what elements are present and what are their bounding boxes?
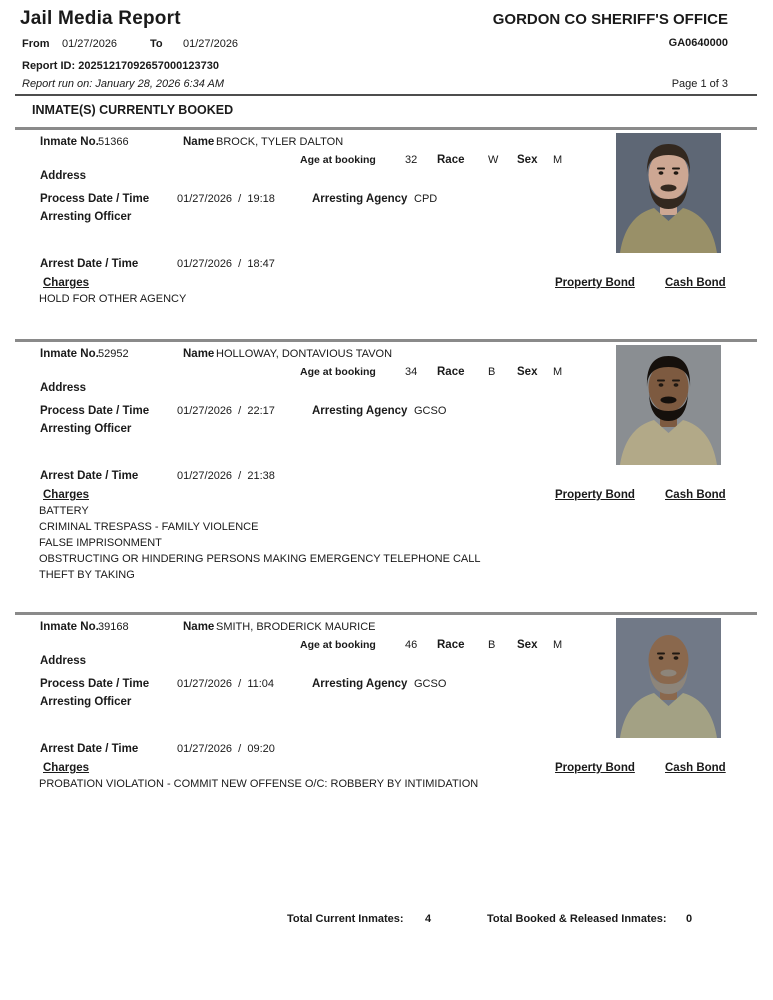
name-value: SMITH, BRODERICK MAURICE: [216, 621, 376, 633]
arresting-agency-value: GCSO: [414, 405, 447, 417]
arrest-date-time-label: Arrest Date / Time: [40, 258, 139, 270]
arresting-agency-value: CPD: [414, 193, 438, 205]
age-value: 34: [405, 366, 418, 378]
property-bond-header: Property Bond: [555, 762, 635, 774]
mugshot-graphic: [616, 345, 721, 465]
charge-item: OBSTRUCTING OR HINDERING PERSONS MAKING EMERGENCY TELEPHONE CALL: [39, 553, 481, 565]
inmate-no-value: 39168: [98, 621, 129, 633]
arrest-date-time-value: 01/27/2026 / 09:20: [177, 743, 275, 755]
process-date-time-value: 01/27/2026 / 22:17: [177, 405, 275, 417]
process-date-time-value: 01/27/2026 / 19:18: [177, 193, 275, 205]
report-id-row: [22, 60, 219, 72]
name-label: Name: [183, 348, 215, 360]
sex-value: M: [553, 366, 563, 378]
charge-item: PROBATION VIOLATION - COMMIT NEW OFFENSE O/C: ROBBERY BY INTIMIDATION: [39, 778, 479, 790]
inmate-no-label: Inmate No.: [40, 621, 99, 633]
arrest-date-time-label: Arrest Date / Time: [40, 743, 139, 755]
race-value: B: [488, 639, 496, 651]
sex-value: M: [553, 154, 563, 166]
name-value: BROCK, TYLER DALTON: [216, 136, 344, 148]
section-heading: INMATE(S) CURRENTLY BOOKED: [32, 103, 234, 117]
cash-bond-header: Cash Bond: [665, 489, 726, 501]
sex-label: Sex: [517, 639, 538, 651]
charges-header: Charges: [43, 762, 90, 774]
race-label: Race: [437, 366, 465, 378]
charges-header: Charges: [43, 489, 90, 501]
mugshot-graphic: [616, 133, 721, 253]
cash-bond-header: Cash Bond: [665, 762, 726, 774]
inmate-no-value: 51366: [98, 136, 129, 148]
report-id-value: 20251217092657000123730: [78, 60, 219, 72]
address-label: Address: [40, 382, 87, 394]
sex-label: Sex: [517, 366, 538, 378]
inmate-record: [0, 339, 773, 612]
section-divider: [15, 612, 757, 615]
name-label: Name: [183, 621, 215, 633]
inmate-record: [0, 612, 773, 852]
mugshot-photo: [616, 133, 721, 253]
office-code: GA0640000: [668, 37, 728, 49]
arrest-date-time-label: Arrest Date / Time: [40, 470, 139, 482]
run-on-label: Report run on:: [22, 78, 93, 90]
process-date-time-value: 01/27/2026 / 11:04: [177, 678, 275, 690]
inmate-no-value: 52952: [98, 348, 129, 360]
run-on-value: January 28, 2026 6:34 AM: [95, 78, 225, 90]
race-value: W: [488, 154, 499, 166]
total-current-value: 4: [425, 913, 432, 925]
page-indicator: Page 1 of 3: [671, 78, 728, 90]
report-run-on-row: [22, 78, 224, 90]
arrest-date-time-value: 01/27/2026 / 18:47: [177, 258, 275, 270]
age-label: Age at booking: [300, 639, 376, 651]
process-date-time-label: Process Date / Time: [40, 405, 150, 417]
arresting-agency-label: Arresting Agency: [312, 678, 408, 690]
mugshot-photo: [616, 618, 721, 738]
arrest-date-time-value: 01/27/2026 / 21:38: [177, 470, 275, 482]
race-label: Race: [437, 154, 465, 166]
to-date: 01/27/2026: [183, 38, 239, 50]
from-date: 01/27/2026: [62, 38, 118, 50]
office-name: GORDON CO SHERIFF'S OFFICE: [492, 11, 728, 28]
race-value: B: [488, 366, 496, 378]
address-label: Address: [40, 655, 87, 667]
header-divider: [15, 94, 757, 96]
charge-item: HOLD FOR OTHER AGENCY: [39, 293, 187, 305]
property-bond-header: Property Bond: [555, 277, 635, 289]
charge-item: THEFT BY TAKING: [39, 569, 135, 581]
sex-value: M: [553, 639, 563, 651]
arresting-officer-label: Arresting Officer: [40, 211, 132, 223]
process-date-time-label: Process Date / Time: [40, 678, 150, 690]
race-label: Race: [437, 639, 465, 651]
charge-item: CRIMINAL TRESPASS - FAMILY VIOLENCE: [39, 521, 259, 533]
age-value: 46: [405, 639, 418, 651]
process-date-time-label: Process Date / Time: [40, 193, 150, 205]
address-label: Address: [40, 170, 87, 182]
name-label: Name: [183, 136, 215, 148]
property-bond-header: Property Bond: [555, 489, 635, 501]
report-title: Jail Media Report: [20, 8, 181, 29]
to-label: To: [150, 38, 163, 50]
cash-bond-header: Cash Bond: [665, 277, 726, 289]
age-label: Age at booking: [300, 154, 376, 166]
report-id-label: Report ID:: [22, 60, 76, 72]
inmate-no-label: Inmate No.: [40, 348, 99, 360]
arresting-agency-label: Arresting Agency: [312, 193, 408, 205]
sex-label: Sex: [517, 154, 538, 166]
name-value: HOLLOWAY, DONTAVIOUS TAVON: [216, 348, 393, 360]
charge-item: BATTERY: [39, 505, 89, 517]
inmate-no-label: Inmate No.: [40, 136, 99, 148]
total-booked-released-label: Total Booked & Released Inmates:: [487, 913, 667, 925]
section-divider: [15, 339, 757, 342]
total-booked-released-value: 0: [686, 913, 693, 925]
inmate-record: [0, 127, 773, 339]
section-divider: [15, 127, 757, 130]
arresting-agency-label: Arresting Agency: [312, 405, 408, 417]
age-value: 32: [405, 154, 418, 166]
arresting-officer-label: Arresting Officer: [40, 696, 132, 708]
total-current-label: Total Current Inmates:: [287, 913, 404, 925]
arresting-officer-label: Arresting Officer: [40, 423, 132, 435]
arresting-agency-value: GCSO: [414, 678, 447, 690]
age-label: Age at booking: [300, 366, 376, 378]
mugshot-graphic: [616, 618, 721, 738]
mugshot-photo: [616, 345, 721, 465]
from-label: From: [22, 38, 50, 50]
charge-item: FALSE IMPRISONMENT: [39, 537, 162, 549]
charges-header: Charges: [43, 277, 90, 289]
